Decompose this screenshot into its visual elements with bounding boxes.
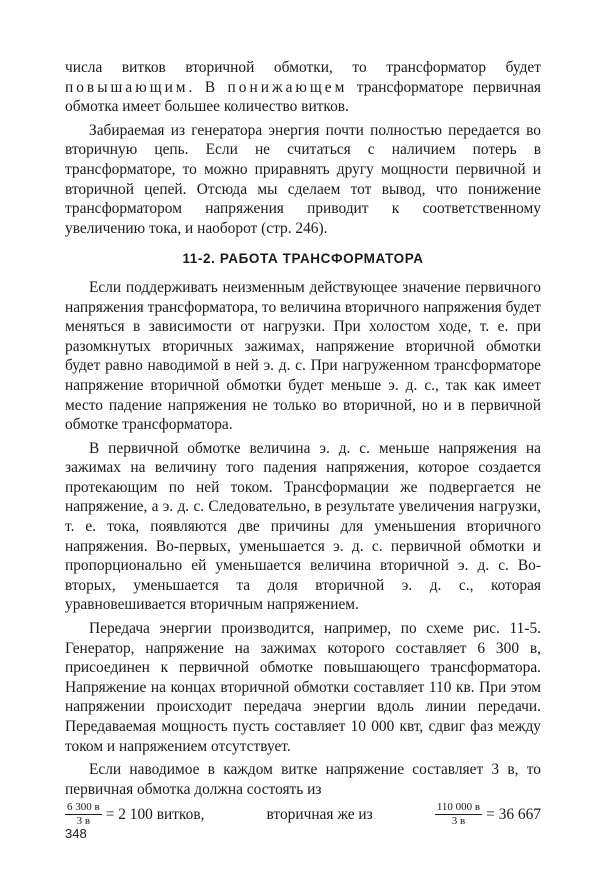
fraction-numerator: 6 300 в xyxy=(67,801,100,814)
paragraph: Передача энергии производится, например, по схеме рис. 11-5. Генератор, напряжение на зажимах которого составляет 6 300 в, присоединен к первичной обмотке повышающего трансформатора. Напряжение на концах вторичной обмотки составляет 110 кв. При этом напряжении происходит передача энергии вдоль линии передачи. Передаваемая мощность пусть составляет 10 000 квт, сдвиг фаз между током и напряжением отсутствует. xyxy=(65,620,541,755)
fraction xyxy=(65,801,102,828)
paragraph: Если поддерживать неизменным действующее значение первичного напряжения трансформатора, то величина вторичного напряжения будет меняться в зависимости от нагрузки. При холостом ходе, т. е. при разомкнутых вторичных зажимах, напряжение вторичной обмотки будет равно наводимой в ней э. д. с. При нагруженном трансформаторе напряжение вторичной обмотки будет меньше э. д. с., так как имеет место падение напряжения не только во вторичной, но и в первичной обмотке трансформатора. xyxy=(65,278,541,434)
page-body xyxy=(65,58,541,828)
emphasis-term: повышающим. xyxy=(65,78,196,96)
text-run: трансформаторе первичная обмотка имеет большее количество витков. xyxy=(65,78,541,116)
section-heading: 11-2. РАБОТА ТРАНСФОРМАТОРА xyxy=(182,251,424,267)
formula-primary xyxy=(65,801,204,828)
fraction-denominator: 3 в xyxy=(76,815,91,828)
formula-result: = 2 100 витков, xyxy=(105,806,205,824)
paragraph: Если наводимое в каждом витке напряжение составляет 3 в, то первичная обмотка должна состоять из xyxy=(65,761,541,798)
formula-text: вторичная же из xyxy=(266,806,373,824)
paragraph xyxy=(65,58,541,117)
fraction-numerator: 110 000 в xyxy=(436,801,481,814)
text-run: числа витков вторичной обмотки, то трансформатор будет xyxy=(65,59,541,76)
paragraph: В первичной обмотке величина э. д. с. меньше напряжения на зажимах на величину того падения напряжения, которое создается протекающим по ней током. Трансформации же подвергается не напряжение, а э. д. с. Следовательно, в результате увеличения нагрузки, т. е. тока, появляются две причины для уменьшения вторичного напряжения. Во-первых, уменьшается э. д. с. первичной обмотки и пропорционально ей уменьшается величина вторичной э. д. с. Во-вторых, уменьшается та доля вторичной э. д. с., которая уравновешивается вторичным напряжением. xyxy=(65,439,541,614)
formula-result: = 36 667 xyxy=(486,806,541,824)
page-number: 348 xyxy=(65,826,87,841)
paragraph: Забираемая из генератора энергия почти полностью передается во вторичную цепь. Если не считаться с наличием потерь в трансформаторе, то можно приравнять другу мощности первичной и вторичной цепей. Отсюда мы сделаем тот вывод, что понижение трансформатором напряжения приводит к соответственному увеличению тока, и наоборот (стр. 246). xyxy=(65,121,541,237)
text-run: В xyxy=(204,78,219,96)
fraction xyxy=(435,801,482,828)
formula-secondary xyxy=(435,801,541,828)
formula-line xyxy=(65,801,541,828)
fraction-denominator: 3 в xyxy=(451,815,466,828)
emphasis-term: понижающем xyxy=(227,78,348,96)
